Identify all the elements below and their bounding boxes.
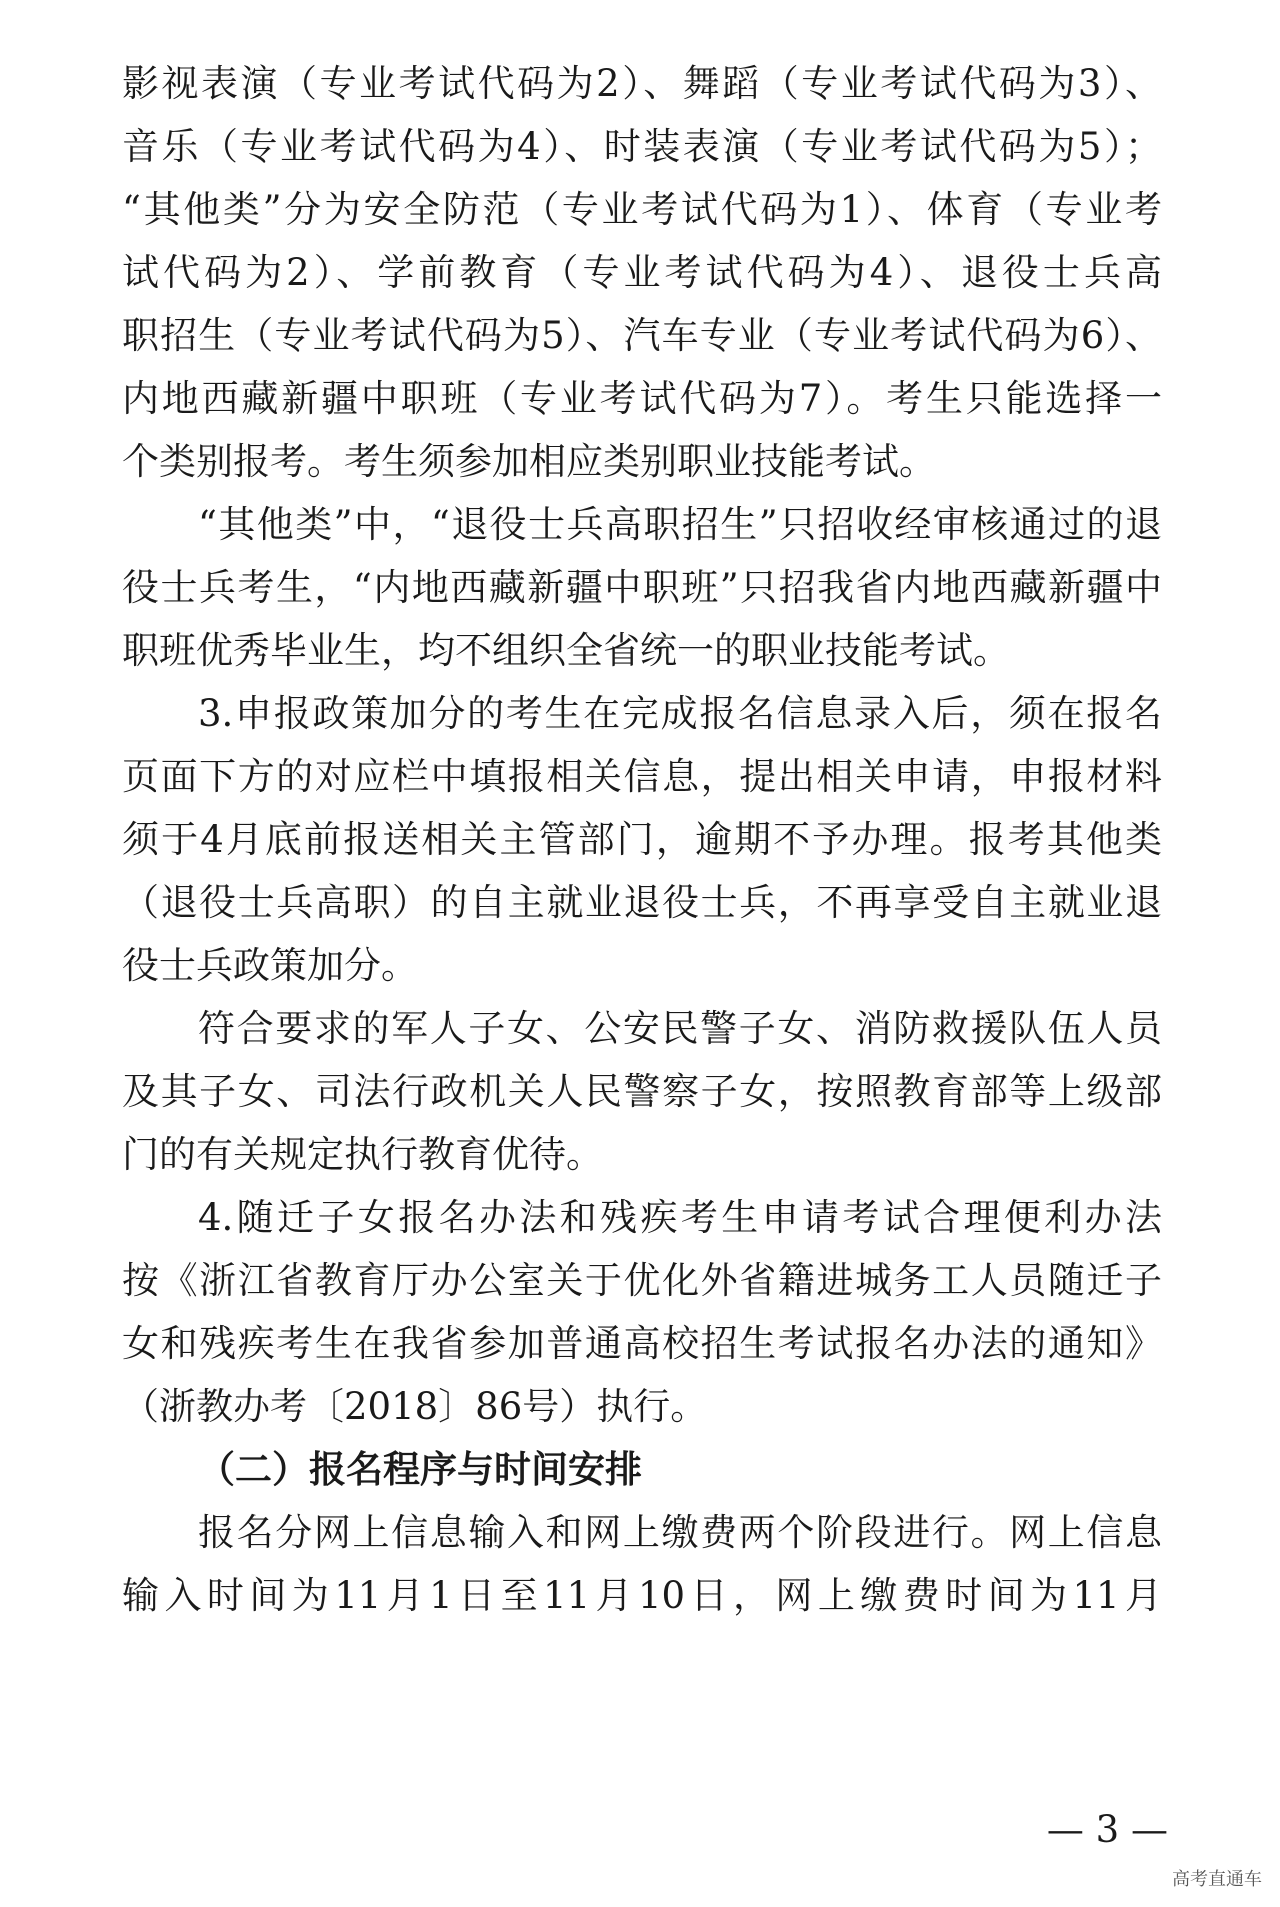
text-line-25: 输入时间为11月1日至11月10日，网上缴费时间为11月 <box>122 1574 1162 1617</box>
text-line-24: 报名分网上信息输入和网上缴费两个阶段进行。网上信息 <box>198 1511 1162 1554</box>
text-line-20: 按《浙江省教育厅办公室关于优化外省籍进城务工人员随迁子 <box>122 1259 1162 1302</box>
watermark-text: 高考直通车 <box>1172 1869 1262 1890</box>
text-line-21: 女和残疾考生在我省参加普通高校招生考试报名办法的通知》 <box>122 1322 1162 1365</box>
text-line-22: （浙教办考〔2018〕86号）执行。 <box>122 1385 708 1428</box>
text-line-11: 3.申报政策加分的考生在完成报名信息录入后，须在报名 <box>198 692 1162 735</box>
text-line-9: 役士兵考生，“内地西藏新疆中职班”只招我省内地西藏新疆中 <box>122 566 1162 609</box>
text-line-16: 符合要求的军人子女、公安民警子女、消防救援队伍人员 <box>198 1007 1162 1050</box>
text-line-12: 页面下方的对应栏中填报相关信息，提出相关申请，申报材料 <box>122 755 1162 798</box>
text-line-1: 影视表演（专业考试代码为2）、舞蹈（专业考试代码为3）、 <box>122 62 1162 105</box>
text-line-13: 须于4月底前报送相关主管部门，逾期不予办理。报考其他类 <box>122 818 1162 861</box>
text-line-6: 内地西藏新疆中职班（专业考试代码为7）。考生只能选择一 <box>122 377 1162 420</box>
text-line-7: 个类别报考。考生须参加相应类别职业技能考试。 <box>122 440 936 483</box>
text-line-18: 门的有关规定执行教育优待。 <box>122 1133 603 1176</box>
text-line-5: 职招生（专业考试代码为5）、汽车专业（专业考试代码为6）、 <box>122 314 1162 357</box>
text-line-8: “其他类”中，“退役士兵高职招生”只招收经审核通过的退 <box>198 503 1162 546</box>
text-line-10: 职班优秀毕业生，均不组织全省统一的职业技能考试。 <box>122 629 1010 672</box>
text-line-3: “其他类”分为安全防范（专业考试代码为1）、体育（专业考 <box>122 188 1162 231</box>
section-heading: （二）报名程序与时间安排 <box>198 1448 642 1491</box>
text-line-14: （退役士兵高职）的自主就业退役士兵，不再享受自主就业退 <box>122 881 1162 924</box>
text-line-17: 及其子女、司法行政机关人民警察子女，按照教育部等上级部 <box>122 1070 1162 1113</box>
text-line-2: 音乐（专业考试代码为4）、时装表演（专业考试代码为5）； <box>122 125 1162 168</box>
text-line-19: 4.随迁子女报名办法和残疾考生申请考试合理便利办法 <box>198 1196 1162 1239</box>
page-number: — 3 — <box>1046 1808 1168 1851</box>
text-line-4: 试代码为2）、学前教育（专业考试代码为4）、退役士兵高 <box>122 251 1162 294</box>
text-line-15: 役士兵政策加分。 <box>122 944 418 987</box>
